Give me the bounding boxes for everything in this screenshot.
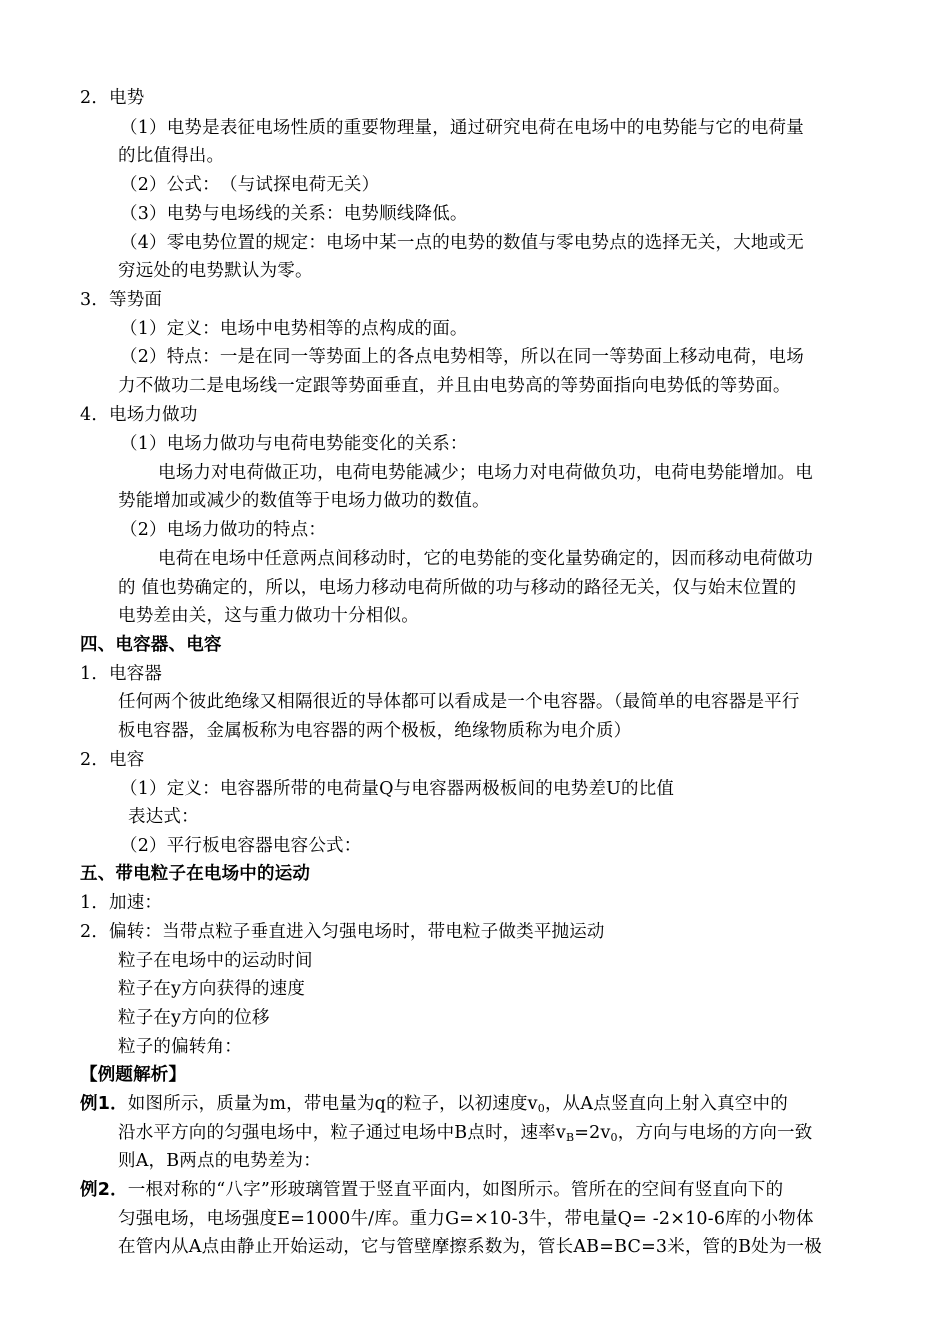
example-1-line-1 — [80, 1092, 788, 1121]
paragraph-line: （4）零电势位置的规定：电场中某一点的电势的数值与零电势点的选择无关，大地或无 — [120, 233, 804, 253]
example-2-line-1 — [80, 1178, 783, 1202]
section-heading-potential: 2．电势 — [80, 88, 145, 108]
paragraph-line: 粒子在电场中的运动时间 — [118, 951, 313, 971]
paragraph-line: （1）电势是表征电场性质的重要物理量，通过研究电荷在电场中的电势能与它的电荷量 — [120, 118, 804, 138]
paragraph-line: 表达式： — [128, 807, 199, 827]
paragraph-line: 电势差由关，这与重力做功十分相似。 — [118, 606, 419, 626]
example-1-line-2 — [118, 1121, 812, 1150]
example-1-text: 如图所示，质量为m，带电量为q的粒子，以初速度v — [127, 1094, 538, 1114]
paragraph-line: 穷远处的电势默认为零。 — [118, 261, 313, 281]
paragraph-line: （1）电场力做功与电荷电势能变化的关系： — [120, 434, 468, 454]
examples-heading: 【例题解析】 — [80, 1065, 187, 1085]
example-2-line-2: 匀强电场，电场强度E=1000牛/库。重力G=×10-3牛，带电量Q= -2×10-6库的小物体 — [118, 1209, 814, 1229]
subsection-heading: 2．偏转：当带点粒子垂直进入匀强电场时，带电粒子做类平抛运动 — [80, 922, 605, 942]
section-heading-particle-motion: 五、带电粒子在电场中的运动 — [80, 864, 311, 884]
example-1-text: 沿水平方向的匀强电场中，粒子通过电场中B点时，速率v — [118, 1123, 566, 1143]
paragraph-line: （2）特点：一是在同一等势面上的各点电势相等，所以在同一等势面上移动电荷，电场 — [120, 347, 804, 367]
section-heading-work: 4．电场力做功 — [80, 405, 198, 425]
subsection-heading: 1．电容器 — [80, 664, 163, 684]
paragraph-line: （2）公式： （与试探电荷无关） — [120, 175, 380, 195]
example-1-text: ，方向与电场的方向一致 — [617, 1123, 813, 1143]
paragraph-line: 任何两个彼此绝缘又相隔很近的导体都可以看成是一个电容器。（最简单的电容器是平行 — [118, 692, 800, 712]
paragraph-line: 粒子的偏转角： — [118, 1037, 242, 1057]
paragraph-line: （2）电场力做功的特点： — [120, 520, 327, 540]
paragraph-line: 粒子在y方向获得的速度 — [118, 979, 306, 999]
paragraph-line: （1）定义：电容器所带的电荷量Q与电容器两极板间的电势差U的比值 — [120, 779, 675, 799]
subscript: 0 — [537, 1102, 545, 1115]
paragraph-line: 势能增加或减少的数值等于电场力做功的数值。 — [118, 491, 490, 511]
paragraph-line: 的 值也势确定的，所以，电场力移动电荷所做的功与移动的路径无关，仅与始末位置的 — [118, 578, 797, 598]
paragraph-line: 的比值得出。 — [118, 146, 225, 166]
section-heading-equipotential: 3．等势面 — [80, 290, 163, 310]
paragraph-line: （3）电势与电场线的关系：电势顺线降低。 — [120, 204, 468, 224]
paragraph-line: 力不做功二是电场线一定跟等势面垂直，并且由电势高的等势面指向电势低的等势面。 — [118, 376, 791, 396]
example-1-text: =2v — [574, 1123, 611, 1143]
subsection-heading: 2．电容 — [80, 750, 145, 770]
paragraph-line: 电场力对电荷做正功，电荷电势能减少；电场力对电荷做负功，电荷电势能增加。电 — [158, 463, 813, 483]
example-2-label: 例2． — [80, 1180, 128, 1200]
subsection-heading: 1．加速： — [80, 893, 163, 913]
example-2-text: 一根对称的“八字”形玻璃管置于竖直平面内，如图所示。管所在的空间有竖直向下的 — [127, 1180, 784, 1200]
subscript: B — [565, 1131, 575, 1144]
paragraph-line: （2）平行板电容器电容公式： — [120, 836, 362, 856]
paragraph-line: 电荷在电场中任意两点间移动时，它的电势能的变化量势确定的，因而移动电荷做功 — [158, 549, 813, 569]
example-1-text: ，从A点竖直向上射入真空中的 — [544, 1094, 788, 1114]
example-1-line-3: 则A，B两点的电势差为： — [118, 1151, 321, 1171]
section-heading-capacitor: 四、电容器、电容 — [80, 635, 222, 655]
paragraph-line: 粒子在y方向的位移 — [118, 1008, 270, 1028]
paragraph-line: （1）定义：电场中电势相等的点构成的面。 — [120, 319, 468, 339]
example-1-label: 例1． — [80, 1094, 128, 1114]
subscript: 0 — [610, 1131, 618, 1144]
example-2-line-3: 在管内从A点由静止开始运动，它与管壁摩擦系数为，管长AB=BC=3米，管的B处为一极 — [118, 1237, 822, 1257]
paragraph-line: 板电容器，金属板称为电容器的两个极板，绝缘物质称为电介质） — [118, 721, 632, 741]
